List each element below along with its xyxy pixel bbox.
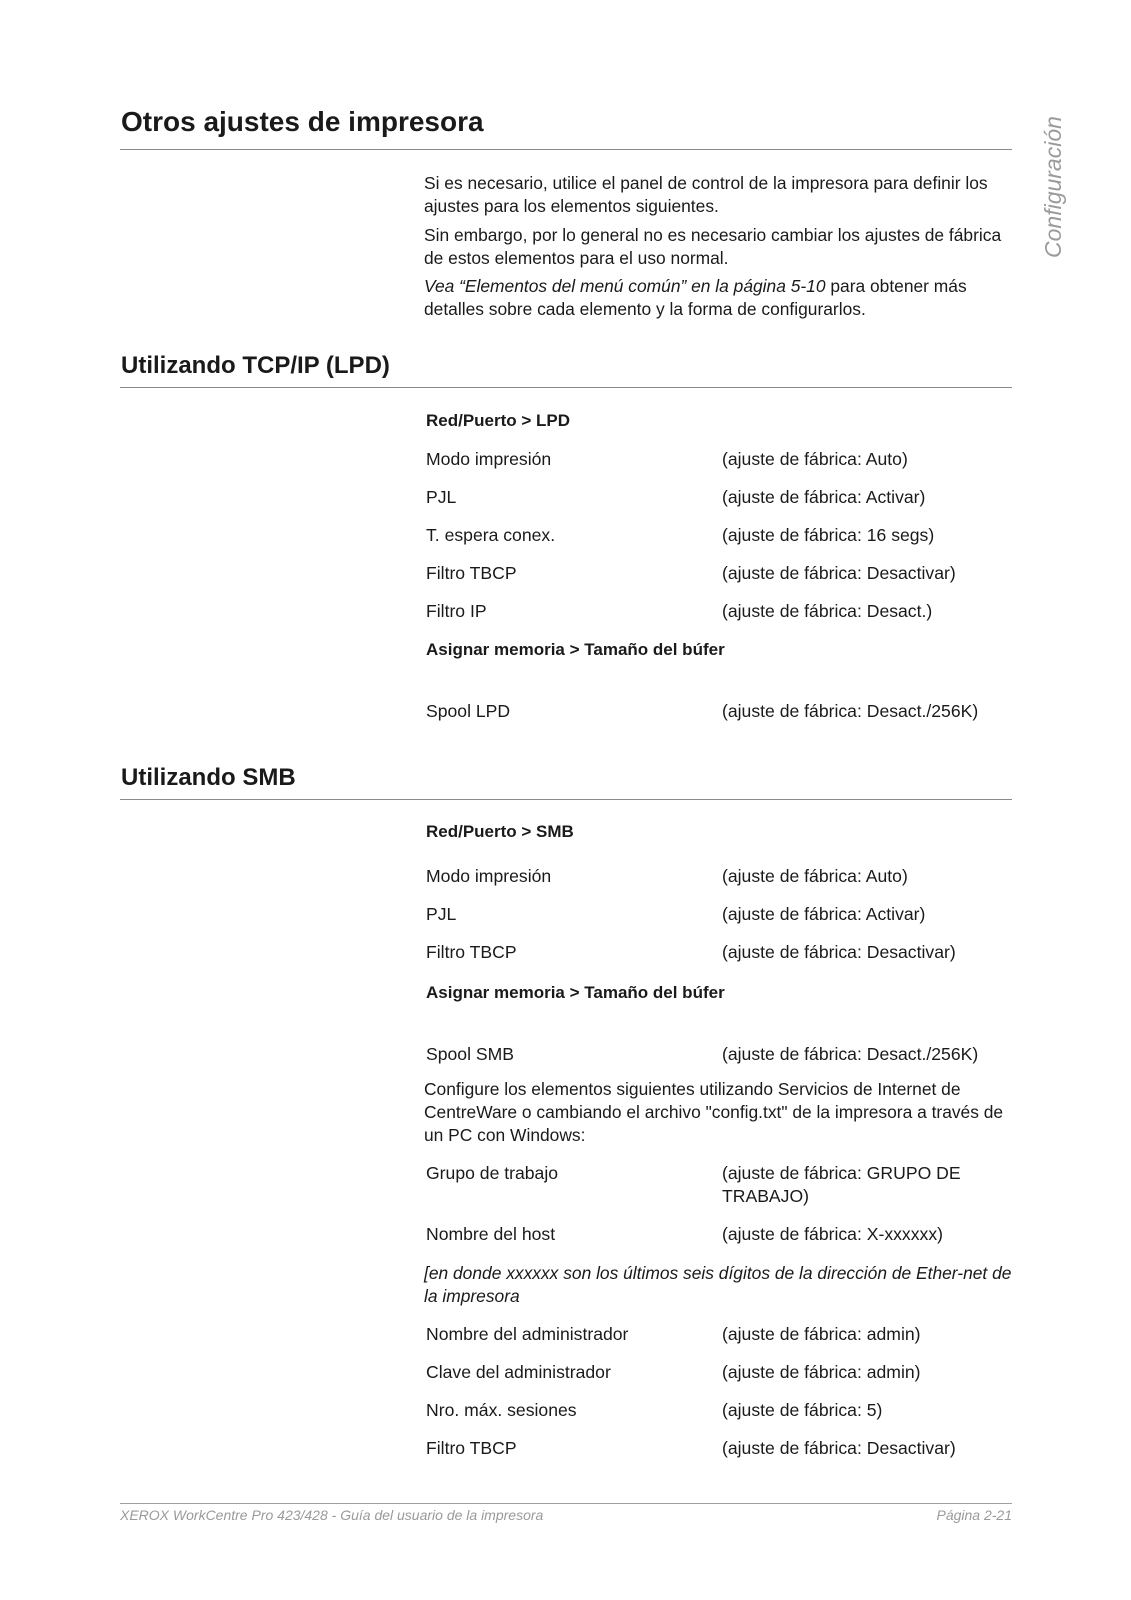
setting-default: (ajuste de fábrica: admin) xyxy=(722,1324,921,1344)
side-tab-label: Configuración xyxy=(1040,116,1066,258)
setting-label: Grupo de trabajo xyxy=(426,1163,559,1183)
menu-path-lpd: Red/Puerto > LPD xyxy=(426,411,571,430)
intro-paragraph-3-rest: para obtener más detalles sobre cada elemento y la forma de configurarlos. xyxy=(424,276,967,319)
footer-page-number: Página 2-21 xyxy=(936,1507,1012,1523)
intro-paragraph-1: Si es necesario, utilice el panel de control de la impresora para definir los ajustes para los elementos siguientes. xyxy=(424,173,988,216)
menu-path-smb: Red/Puerto > SMB xyxy=(426,822,574,841)
setting-label: Nombre del host xyxy=(426,1224,556,1244)
section-rule-lpd xyxy=(120,387,1012,388)
section-heading-lpd: Utilizando TCP/IP (LPD) xyxy=(121,352,390,379)
setting-default: (ajuste de fábrica: Auto) xyxy=(722,449,908,469)
setting-default: (ajuste de fábrica: Desactivar) xyxy=(722,942,956,962)
setting-label: T. espera conex. xyxy=(426,525,556,545)
setting-default: (ajuste de fábrica: admin) xyxy=(722,1362,921,1382)
page-title: Otros ajustes de impresora xyxy=(121,106,484,137)
menu-path-buffer-smb: Asignar memoria > Tamaño del búfer xyxy=(426,983,725,1002)
footer-document-title: XEROX WorkCentre Pro 423/428 - Guía del usuario de la impresora xyxy=(120,1507,544,1523)
setting-label: Filtro TBCP xyxy=(426,1438,517,1458)
setting-default: (ajuste de fábrica: Desactivar) xyxy=(722,1438,956,1458)
setting-label: Modo impresión xyxy=(426,449,552,469)
title-rule xyxy=(120,149,1012,150)
setting-label: Filtro TBCP xyxy=(426,563,517,583)
section-rule-smb xyxy=(120,799,1012,800)
setting-default: (ajuste de fábrica: X-xxxxxx) xyxy=(722,1224,943,1244)
setting-label: PJL xyxy=(426,904,457,924)
setting-default: (ajuste de fábrica: 16 segs) xyxy=(722,525,935,545)
setting-default: (ajuste de fábrica: GRUPO DE TRABAJO) xyxy=(722,1163,961,1206)
setting-label: Nombre del administrador xyxy=(426,1324,629,1344)
host-note: [en donde xxxxxx son los últimos seis dígitos de la dirección de Ether-net de la impresora xyxy=(424,1263,1012,1306)
setting-default: (ajuste de fábrica: Auto) xyxy=(722,866,908,886)
setting-label: Filtro TBCP xyxy=(426,942,517,962)
setting-label: Spool LPD xyxy=(426,701,511,721)
configure-note: Configure los elementos siguientes utilizando Servicios de Internet de CentreWare o cambiando el archivo "config.txt" de la impresora a través de un PC con Windows: xyxy=(424,1079,1004,1145)
setting-default: (ajuste de fábrica: 5) xyxy=(722,1400,883,1420)
setting-default: (ajuste de fábrica: Desact./256K) xyxy=(722,701,979,721)
setting-default: (ajuste de fábrica: Desact./256K) xyxy=(722,1044,979,1064)
menu-path-buffer-lpd: Asignar memoria > Tamaño del búfer xyxy=(426,640,725,659)
setting-default: (ajuste de fábrica: Desact.) xyxy=(722,601,933,621)
setting-label: Filtro IP xyxy=(426,601,487,621)
footer-rule xyxy=(120,1503,1012,1504)
setting-default: (ajuste de fábrica: Activar) xyxy=(722,487,926,507)
setting-label: Spool SMB xyxy=(426,1044,515,1064)
setting-label: Nro. máx. sesiones xyxy=(426,1400,577,1420)
section-heading-smb: Utilizando SMB xyxy=(121,764,296,791)
cross-reference-link[interactable]: Vea “Elementos del menú común” en la página 5-10 xyxy=(424,276,826,296)
setting-default: (ajuste de fábrica: Desactivar) xyxy=(722,563,956,583)
intro-paragraph-3 xyxy=(424,275,1020,321)
setting-default: (ajuste de fábrica: Activar) xyxy=(722,904,926,924)
intro-paragraph-2: Sin embargo, por lo general no es necesario cambiar los ajustes de fábrica de estos elementos para el uso normal. xyxy=(424,225,1002,268)
setting-label: Clave del administrador xyxy=(426,1362,611,1382)
setting-label: Modo impresión xyxy=(426,866,552,886)
setting-label: PJL xyxy=(426,487,457,507)
